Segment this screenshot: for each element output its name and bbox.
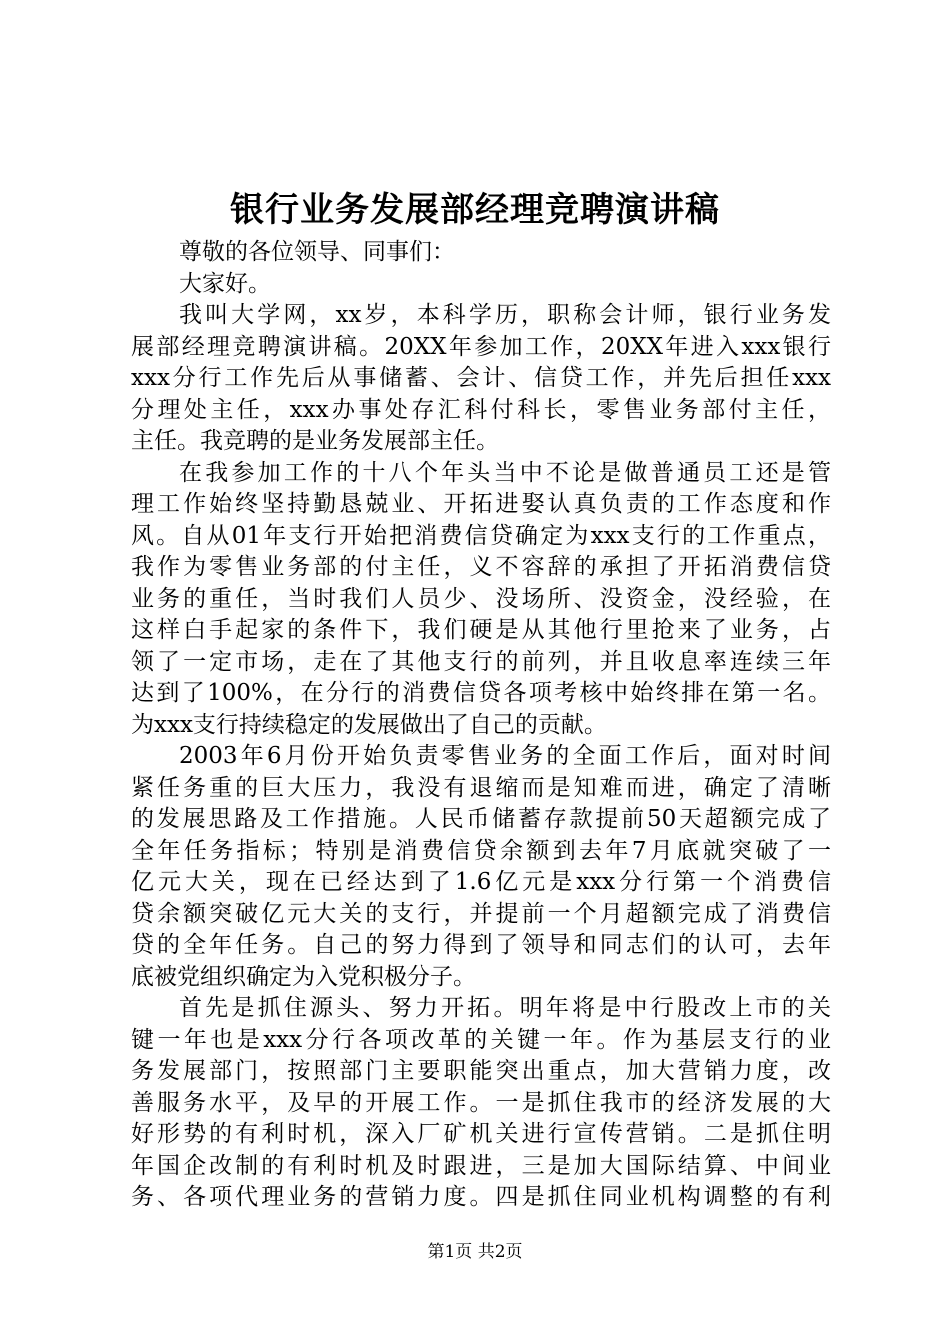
document-title: 银行业务发展部经理竞聘演讲稿 <box>230 190 720 230</box>
body-line: xxx分行工作先后从事储蓄、会计、信贷工作，并先后担任xxx <box>131 365 831 391</box>
body-line: 为xxx支行持续稳定的发展做出了自己的贡献。 <box>131 711 607 738</box>
document-body <box>131 237 831 1214</box>
body-line: 在我参加工作的十八个年头当中不论是做普通员工还是管 <box>179 459 831 486</box>
body-line: 分理处主任，xxx办事处存汇科付科长，零售业务部付主任， <box>131 396 831 423</box>
body-line: 理工作始终坚持勤恳兢业、开拓进娶认真负责的工作态度和作 <box>131 491 831 517</box>
body-line: 风。自从01年支行开始把消费信贷确定为xxx支行的工作重点， <box>131 522 831 549</box>
body-line: 这样白手起家的条件下，我们硬是从其他行里抢来了业务，占 <box>131 617 831 643</box>
body-line: 年国企改制的有利时机及时跟进，三是加大国际结算、中间业 <box>131 1152 831 1179</box>
body-line: 的发展思路及工作措施。人民币储蓄存款提前50天超额完成了 <box>131 806 831 832</box>
body-line: 善服务水平，及早的开展工作。一是抓住我市的经济发展的大 <box>131 1089 831 1116</box>
body-line: 务发展部门，按照部门主要职能突出重点，加大营销力度，改 <box>131 1058 831 1084</box>
body-line: 首先是抓住源头、努力开拓。明年将是中行股改上市的关 <box>179 995 831 1021</box>
body-line: 大家好。 <box>179 270 271 297</box>
body-line: 领了一定市场，走在了其他支行的前列，并且收息率连续三年 <box>131 648 831 675</box>
body-line: 业务的重任，当时我们人员少、没场所、没资金，没经验，在 <box>131 585 831 612</box>
body-line: 全年任务指标；特别是消费信贷余额到去年7月底就突破了一 <box>131 837 831 864</box>
body-line: 贷的全年任务。自己的努力得到了领导和同志们的认可，去年 <box>131 932 831 958</box>
body-line: 务、各项代理业务的营销力度。四是抓住同业机构调整的有利 <box>131 1184 831 1210</box>
body-line: 主任。我竞聘的是业务发展部主任。 <box>131 428 499 454</box>
body-line: 尊敬的各位领导、同事们： <box>179 239 455 265</box>
body-line: 展部经理竞聘演讲稿。20XX年参加工作，20XX年进入xxx银行 <box>131 333 831 360</box>
body-line: 我叫大学网，xx岁，本科学历，职称会计师，银行业务发 <box>179 302 831 328</box>
body-line: 底被党组织确定为入党积极分子。 <box>131 963 476 990</box>
body-line: 亿元大关，现在已经达到了1.6亿元是xxx分行第一个消费信 <box>131 869 831 895</box>
body-line: 我作为零售业务部的付主任，义不容辞的承担了开拓消费信贷 <box>131 554 831 580</box>
body-line: 键一年也是xxx分行各项改革的关键一年。作为基层支行的业 <box>131 1026 831 1053</box>
body-line: 贷余额突破亿元大关的支行，并提前一个月超额完成了消费信 <box>131 900 831 927</box>
body-line: 达到了100%，在分行的消费信贷各项考核中始终排在第一名。 <box>131 680 831 706</box>
body-line: 2003年6月份开始负责零售业务的全面工作后，面对时间 <box>179 743 831 769</box>
body-line: 好形势的有利时机，深入厂矿机关进行宣传营销。二是抓住明 <box>131 1121 831 1147</box>
body-line: 紧任务重的巨大压力，我没有退缩而是知难而进，确定了清晰 <box>131 774 831 801</box>
page-footer: 第1页 共2页 <box>427 1242 523 1262</box>
